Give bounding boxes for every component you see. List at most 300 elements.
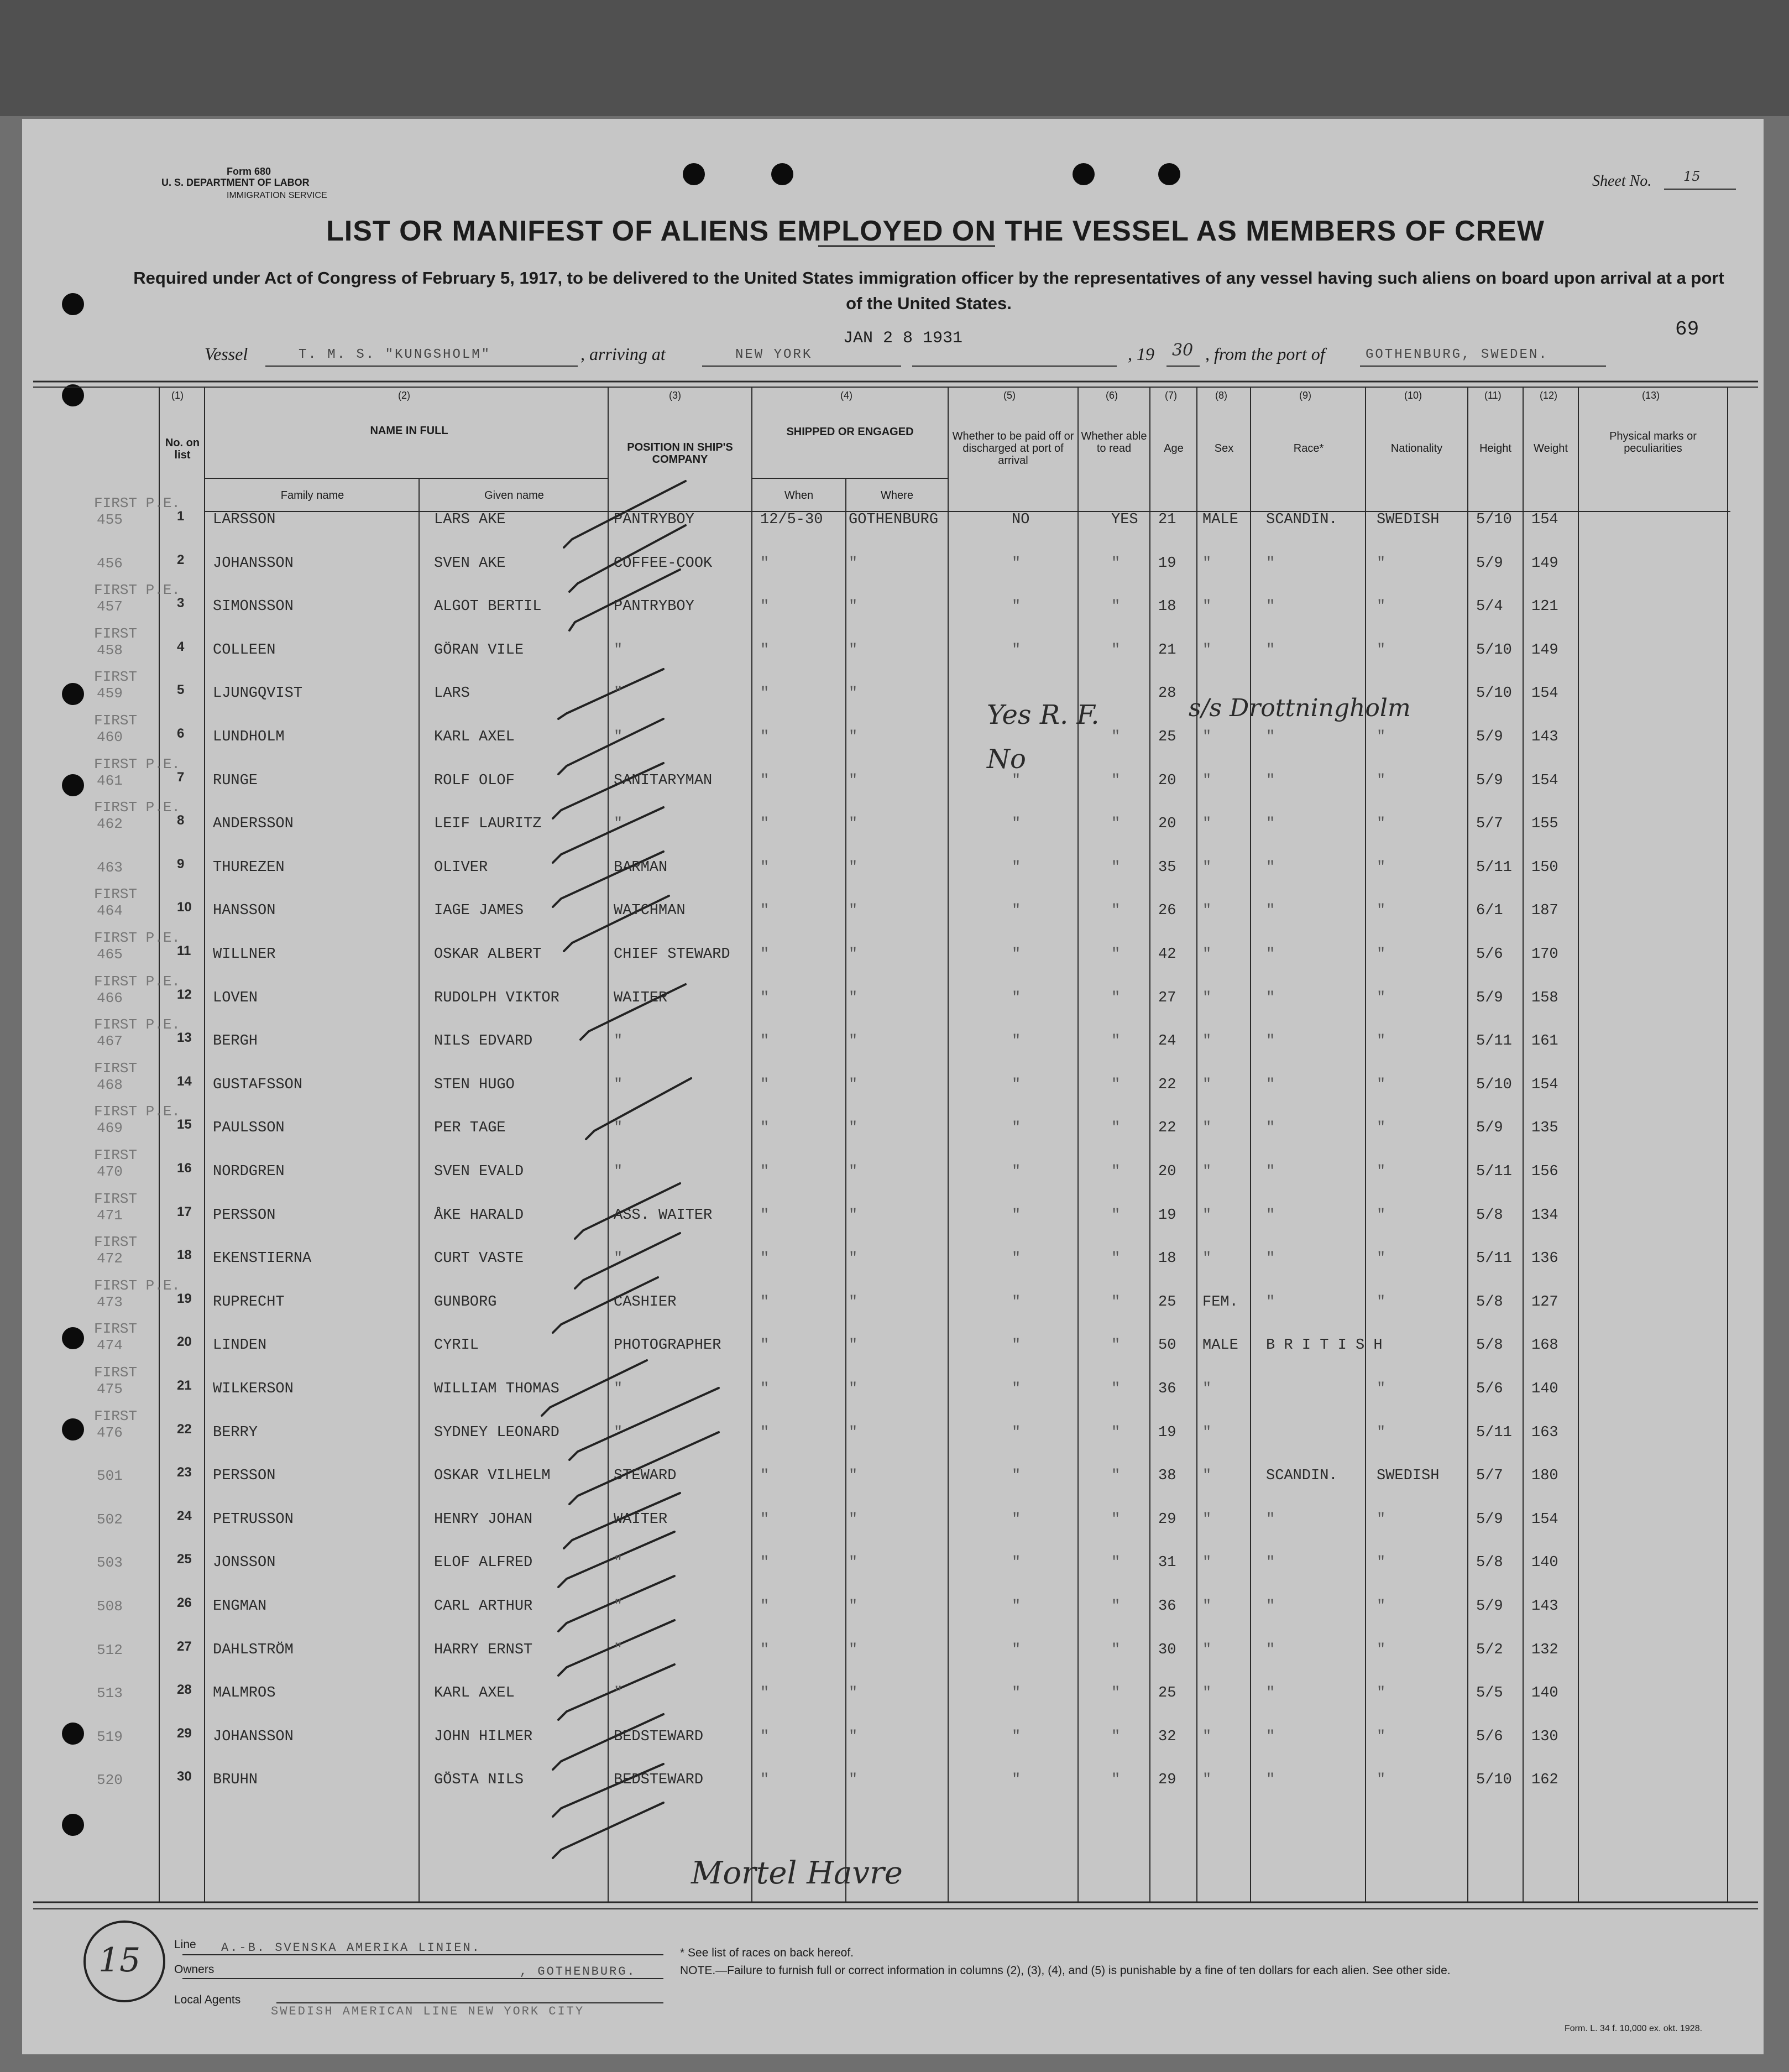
nationality: " <box>1377 729 1386 745</box>
table-row <box>0 669 1789 729</box>
shipped-where: " <box>849 1511 858 1528</box>
height: 5/6 <box>1476 1381 1503 1397</box>
shipped-when: " <box>760 1511 770 1528</box>
able-to-read: " <box>1111 1250 1121 1267</box>
family-name: LUNDHOLM <box>213 729 285 745</box>
height: 5/8 <box>1476 1293 1503 1311</box>
weight: 140 <box>1531 1381 1558 1397</box>
able-to-read: " <box>1111 946 1121 963</box>
family-name: GUSTAFSSON <box>213 1076 303 1093</box>
paid-off: " <box>1012 1293 1021 1311</box>
position: " <box>614 641 623 659</box>
able-to-read: " <box>1111 1511 1121 1528</box>
paid-off: " <box>1012 1424 1021 1441</box>
position: " <box>614 1163 623 1180</box>
age: 28 <box>1158 685 1176 702</box>
weight: 154 <box>1531 1076 1558 1093</box>
paid-off: " <box>1012 1250 1021 1267</box>
list-number: 462 <box>97 816 123 833</box>
given-name: RUDOLPH VIKTOR <box>434 989 559 1006</box>
position: " <box>614 1033 623 1050</box>
list-number: 469 <box>97 1120 123 1137</box>
position: " <box>614 729 623 745</box>
race: " <box>1266 1598 1275 1615</box>
paid-off: " <box>1012 1207 1021 1224</box>
agents-value: SWEDISH AMERICAN LINE NEW YORK CITY <box>271 2005 585 2018</box>
line-value: A.-B. SVENSKA AMERIKA LINIEN. <box>221 1941 481 1955</box>
row-prefix: FIRST <box>94 886 138 903</box>
weight: 135 <box>1531 1120 1558 1137</box>
row-prefix: FIRST P.E. <box>94 1016 181 1034</box>
age: 32 <box>1158 1728 1176 1745</box>
shipped-when: " <box>760 641 770 659</box>
family-name: RUPRECHT <box>213 1293 285 1311</box>
family-name: LOVEN <box>213 989 258 1006</box>
row-number: 23 <box>177 1465 192 1480</box>
arriving-label: , arriving at <box>580 344 666 364</box>
able-to-read: " <box>1111 1468 1121 1485</box>
race: SCANDIN. <box>1266 1468 1338 1485</box>
row-number: 21 <box>177 1378 192 1393</box>
paid-off: " <box>1012 641 1021 659</box>
col-head-marks: Physical marks or peculiarities <box>1609 430 1697 455</box>
weight: 162 <box>1531 1772 1558 1789</box>
shipped-when: " <box>760 772 770 789</box>
age: 24 <box>1158 1033 1176 1050</box>
sex: " <box>1202 1511 1212 1528</box>
given-name: ÅKE HARALD <box>434 1207 524 1224</box>
family-name: WILLNER <box>213 946 276 963</box>
list-number: 471 <box>97 1207 123 1224</box>
shipped-when: " <box>760 685 770 702</box>
able-to-read: " <box>1111 816 1121 833</box>
weight: 143 <box>1531 729 1558 745</box>
row-number: 16 <box>177 1161 192 1176</box>
row-number: 27 <box>177 1638 192 1654</box>
col-head-weight: Weight <box>1534 442 1568 455</box>
nationality: " <box>1377 1207 1386 1224</box>
table-row <box>0 1234 1789 1295</box>
race: " <box>1266 1207 1275 1224</box>
height: 5/11 <box>1476 1163 1512 1180</box>
able-to-read: YES <box>1111 512 1138 528</box>
height: 5/7 <box>1476 816 1503 833</box>
race: " <box>1266 1033 1275 1050</box>
position: " <box>614 685 623 702</box>
subhead-family: Family name <box>280 489 344 502</box>
position: " <box>614 1424 623 1441</box>
shipped-when: " <box>760 1250 770 1267</box>
shipped-when: " <box>760 1685 770 1702</box>
family-name: WILKERSON <box>213 1381 294 1397</box>
age: 26 <box>1158 902 1176 920</box>
given-name: ROLF OLOF <box>434 772 515 789</box>
shipped-where: " <box>849 555 858 572</box>
list-number: 463 <box>97 859 123 876</box>
col-num-3: (3) <box>669 390 681 401</box>
date-stamp: JAN 2 8 1931 <box>843 329 963 348</box>
height: 5/8 <box>1476 1207 1503 1224</box>
shipped-when: " <box>760 816 770 833</box>
shipped-where: " <box>849 1293 858 1311</box>
able-to-read: " <box>1111 598 1121 615</box>
race: " <box>1266 1685 1275 1702</box>
weight: 154 <box>1531 1511 1558 1528</box>
height: 5/9 <box>1476 729 1503 745</box>
col-head-height: Height <box>1479 442 1511 455</box>
race: " <box>1266 1120 1275 1137</box>
given-name: KARL AXEL <box>434 1685 515 1702</box>
row-number: 17 <box>177 1204 192 1219</box>
list-number: 457 <box>97 598 123 615</box>
paid-off: " <box>1012 1772 1021 1789</box>
weight: 134 <box>1531 1207 1558 1224</box>
list-number: 512 <box>97 1641 123 1658</box>
nationality: " <box>1377 1163 1386 1180</box>
given-name: LEIF LAURITZ <box>434 816 542 833</box>
row-number: 12 <box>177 987 192 1002</box>
weight: 140 <box>1531 1554 1558 1572</box>
shipped-when: " <box>760 1728 770 1745</box>
weight: 168 <box>1531 1337 1558 1354</box>
paid-off: " <box>1012 1641 1021 1658</box>
owners-label: Owners <box>174 1963 215 1976</box>
given-name: ELOF ALFRED <box>434 1554 533 1572</box>
col-num-11: (11) <box>1484 390 1502 401</box>
paid-off: " <box>1012 1468 1021 1485</box>
position: PANTRYBOY <box>614 598 694 615</box>
table-row <box>0 552 1789 599</box>
list-number: 520 <box>97 1772 123 1789</box>
position: COFFEE-COOK <box>614 555 713 572</box>
table-row <box>0 1595 1789 1642</box>
department: U. S. DEPARTMENT OF LABOR <box>161 177 310 188</box>
paid-off: " <box>1012 555 1021 572</box>
col-head-paid: Whether to be paid off or discharged at port of arrival <box>952 430 1074 467</box>
age: 29 <box>1158 1511 1176 1528</box>
row-number: 24 <box>177 1508 192 1523</box>
row-prefix: FIRST <box>94 712 138 729</box>
position: " <box>614 816 623 833</box>
race: " <box>1266 1772 1275 1789</box>
sex: " <box>1202 1685 1212 1702</box>
age: 22 <box>1158 1120 1176 1137</box>
family-name: HANSSON <box>213 902 276 920</box>
family-name: NORDGREN <box>213 1163 285 1180</box>
nationality: " <box>1377 1381 1386 1397</box>
table-row <box>0 625 1789 686</box>
race: " <box>1266 1250 1275 1267</box>
given-name: STEN HUGO <box>434 1076 515 1093</box>
col-num-12: (12) <box>1540 390 1558 401</box>
able-to-read: " <box>1111 1728 1121 1745</box>
shipped-where: " <box>849 729 858 745</box>
sex: " <box>1202 1728 1212 1745</box>
position: CHIEF STEWARD <box>614 946 730 963</box>
row-number: 9 <box>177 856 185 871</box>
shipped-where: " <box>849 1337 858 1354</box>
shipped-where: " <box>849 1554 858 1572</box>
race: " <box>1266 902 1275 920</box>
given-name: WILLIAM THOMAS <box>434 1381 559 1397</box>
family-name: EKENSTIERNA <box>213 1250 312 1267</box>
shipped-when: " <box>760 1163 770 1180</box>
page-title: LIST OR MANIFEST OF ALIENS EMPLOYED ON THE VESSEL AS MEMBERS OF CREW <box>326 215 1545 247</box>
age: 21 <box>1158 641 1176 659</box>
sex: MALE <box>1202 1337 1238 1354</box>
weight: 132 <box>1531 1641 1558 1658</box>
shipped-when: " <box>760 902 770 920</box>
weight: 136 <box>1531 1250 1558 1267</box>
row-prefix: FIRST P.E. <box>94 930 181 946</box>
race: " <box>1266 1728 1275 1745</box>
list-number: 475 <box>97 1381 123 1397</box>
list-number: 476 <box>97 1424 123 1441</box>
print-code: Form. L. 34 f. 10,000 ex. okt. 1928. <box>1565 2024 1703 2033</box>
nationality: " <box>1377 641 1386 659</box>
col-head-position: POSITION IN SHIP'S COMPANY <box>627 441 733 466</box>
row-number: 14 <box>177 1073 192 1089</box>
weight: 156 <box>1531 1163 1558 1180</box>
able-to-read: " <box>1111 1598 1121 1615</box>
sex: " <box>1202 1424 1212 1441</box>
race: " <box>1266 1163 1275 1180</box>
signature: Mortel Havre <box>691 1855 903 1891</box>
weight: 149 <box>1531 555 1558 572</box>
table-row <box>0 1321 1789 1381</box>
row-number: 26 <box>177 1595 192 1610</box>
able-to-read: " <box>1111 1120 1121 1137</box>
given-name: PER TAGE <box>434 1120 506 1137</box>
row-prefix: FIRST <box>94 625 138 642</box>
shipped-when: " <box>760 946 770 963</box>
family-name: SIMONSSON <box>213 598 294 615</box>
position: " <box>614 1685 623 1702</box>
col-head-race: Race* <box>1293 442 1324 455</box>
list-number: 501 <box>97 1468 123 1485</box>
table-row <box>0 799 1789 860</box>
col-head-name: NAME IN FULL <box>370 425 448 437</box>
shipped-where: " <box>849 1772 858 1789</box>
nationality: SWEDISH <box>1377 512 1440 528</box>
paid-off: " <box>1012 946 1021 963</box>
able-to-read: " <box>1111 729 1121 745</box>
age: 31 <box>1158 1554 1176 1572</box>
row-number: 19 <box>177 1291 192 1306</box>
sex: " <box>1202 729 1212 745</box>
able-to-read: " <box>1111 902 1121 920</box>
able-to-read: " <box>1111 555 1121 572</box>
weight: 140 <box>1531 1685 1558 1702</box>
weight: 158 <box>1531 989 1558 1006</box>
age: 18 <box>1158 1250 1176 1267</box>
paid-off: " <box>1012 1511 1021 1528</box>
race: B R I T I S H <box>1266 1337 1383 1354</box>
position: BEDSTEWARD <box>614 1728 704 1745</box>
given-name: CYRIL <box>434 1337 479 1354</box>
weight: 187 <box>1531 902 1558 920</box>
shipped-where: " <box>849 859 858 876</box>
nationality: " <box>1377 1554 1386 1572</box>
table-row <box>0 886 1789 947</box>
family-name: PERSSON <box>213 1207 276 1224</box>
sex: " <box>1202 859 1212 876</box>
given-name: OSKAR ALBERT <box>434 946 542 963</box>
col-num-5: (5) <box>1003 390 1016 401</box>
shipped-where: GOTHENBURG <box>849 512 939 528</box>
weight: 180 <box>1531 1468 1558 1485</box>
row-number: 7 <box>177 769 185 785</box>
table-row <box>0 930 1789 990</box>
table-row <box>0 856 1789 904</box>
shipped-when: " <box>760 729 770 745</box>
shipped-when: " <box>760 1641 770 1658</box>
able-to-read: " <box>1111 859 1121 876</box>
height: 5/11 <box>1476 1250 1512 1267</box>
height: 5/9 <box>1476 1120 1503 1137</box>
row-number: 28 <box>177 1682 192 1698</box>
row-number: 2 <box>177 552 185 567</box>
nationality: SWEDISH <box>1377 1468 1440 1485</box>
weight: 154 <box>1531 772 1558 789</box>
given-name: OSKAR VILHELM <box>434 1468 551 1485</box>
height: 5/8 <box>1476 1337 1503 1354</box>
sex: " <box>1202 1598 1212 1615</box>
nationality: " <box>1377 989 1386 1006</box>
row-number: 11 <box>177 943 191 958</box>
list-number: 513 <box>97 1685 123 1702</box>
sex: " <box>1202 902 1212 920</box>
sex: " <box>1202 1468 1212 1485</box>
paid-off: " <box>1012 859 1021 876</box>
family-name: PERSSON <box>213 1468 276 1485</box>
family-name: BRUHN <box>213 1772 258 1789</box>
given-name: SVEN EVALD <box>434 1163 524 1180</box>
able-to-read: " <box>1111 1424 1121 1441</box>
list-number: 458 <box>97 641 123 659</box>
able-to-read: " <box>1111 1337 1121 1354</box>
shipped-where: " <box>849 772 858 789</box>
height: 5/8 <box>1476 1554 1503 1572</box>
shipped-where: " <box>849 946 858 963</box>
row-prefix: FIRST P.E. <box>94 495 181 512</box>
race: " <box>1266 989 1275 1006</box>
family-name: BERGH <box>213 1033 258 1050</box>
age: 27 <box>1158 989 1176 1006</box>
weight: 150 <box>1531 859 1558 876</box>
position: " <box>614 1076 623 1093</box>
weight: 155 <box>1531 816 1558 833</box>
age: 19 <box>1158 555 1176 572</box>
weight: 170 <box>1531 946 1558 963</box>
list-number: 470 <box>97 1163 123 1180</box>
shipped-when: " <box>760 1033 770 1050</box>
paid-off: " <box>1012 1685 1021 1702</box>
age: 50 <box>1158 1337 1176 1354</box>
family-name: JOHANSSON <box>213 1728 294 1745</box>
vessel-name: T. M. S. "KUNGSHOLM" <box>299 347 491 362</box>
family-name: DAHLSTRÖM <box>213 1641 294 1658</box>
nationality: " <box>1377 1033 1386 1050</box>
given-name: GÖSTA NILS <box>434 1772 524 1789</box>
able-to-read: " <box>1111 989 1121 1006</box>
circled-number: 15 <box>98 1941 141 1980</box>
position: " <box>614 1641 623 1658</box>
list-number: 456 <box>97 555 123 572</box>
row-prefix: FIRST <box>94 1407 138 1424</box>
family-name: ANDERSSON <box>213 816 294 833</box>
shipped-where: " <box>849 1381 858 1397</box>
age: 20 <box>1158 816 1176 833</box>
row-number: 29 <box>177 1725 192 1741</box>
age: 25 <box>1158 1685 1176 1702</box>
nationality: " <box>1377 1250 1386 1267</box>
shipped-when: " <box>760 1207 770 1224</box>
port-value: GOTHENBURG, SWEDEN. <box>1366 347 1549 362</box>
family-name: LARSSON <box>213 512 276 528</box>
given-name: CURT VASTE <box>434 1250 524 1267</box>
row-number: 10 <box>177 900 192 915</box>
paid-off: " <box>1012 772 1021 789</box>
height: 5/9 <box>1476 555 1503 572</box>
height: 5/9 <box>1476 1511 1503 1528</box>
given-name: IAGE JAMES <box>434 902 524 920</box>
race: " <box>1266 859 1275 876</box>
handwritten-no: No <box>987 744 1026 775</box>
sex: " <box>1202 1120 1212 1137</box>
paid-off: " <box>1012 1728 1021 1745</box>
family-name: PETRUSSON <box>213 1511 294 1528</box>
family-name: JONSSON <box>213 1554 276 1572</box>
handwritten-yes: Yes R. F. <box>987 700 1100 730</box>
sex: " <box>1202 641 1212 659</box>
shipped-where: " <box>849 1207 858 1224</box>
given-name: SVEN AKE <box>434 555 506 572</box>
arriving-value: NEW YORK <box>735 347 813 362</box>
table-row <box>0 1016 1789 1077</box>
height: 5/11 <box>1476 1033 1512 1050</box>
able-to-read: " <box>1111 1772 1121 1789</box>
row-number: 25 <box>177 1552 192 1567</box>
list-number: 466 <box>97 989 123 1006</box>
shipped-where: " <box>849 1468 858 1485</box>
nationality: " <box>1377 1424 1386 1441</box>
able-to-read: " <box>1111 641 1121 659</box>
paid-off: " <box>1012 598 1021 615</box>
weight: 149 <box>1531 641 1558 659</box>
race: " <box>1266 1076 1275 1093</box>
weight: 161 <box>1531 1033 1558 1050</box>
age: 30 <box>1158 1641 1176 1658</box>
nationality: " <box>1377 902 1386 920</box>
height: 5/10 <box>1476 641 1512 659</box>
paid-off: " <box>1012 1554 1021 1572</box>
row-number: 8 <box>177 813 185 828</box>
family-name: JOHANSSON <box>213 555 294 572</box>
list-number: 502 <box>97 1511 123 1528</box>
list-number: 508 <box>97 1598 123 1615</box>
service: IMMIGRATION SERVICE <box>227 191 327 200</box>
able-to-read: " <box>1111 1207 1121 1224</box>
height: 5/9 <box>1476 989 1503 1006</box>
year-label: , 19 <box>1128 344 1154 364</box>
year-value: 30 <box>1172 341 1194 360</box>
family-name: PAULSSON <box>213 1120 285 1137</box>
weight: 163 <box>1531 1424 1558 1441</box>
list-number: 464 <box>97 902 123 920</box>
table-row <box>0 1103 1789 1164</box>
form-number: Form 680 <box>227 166 271 177</box>
